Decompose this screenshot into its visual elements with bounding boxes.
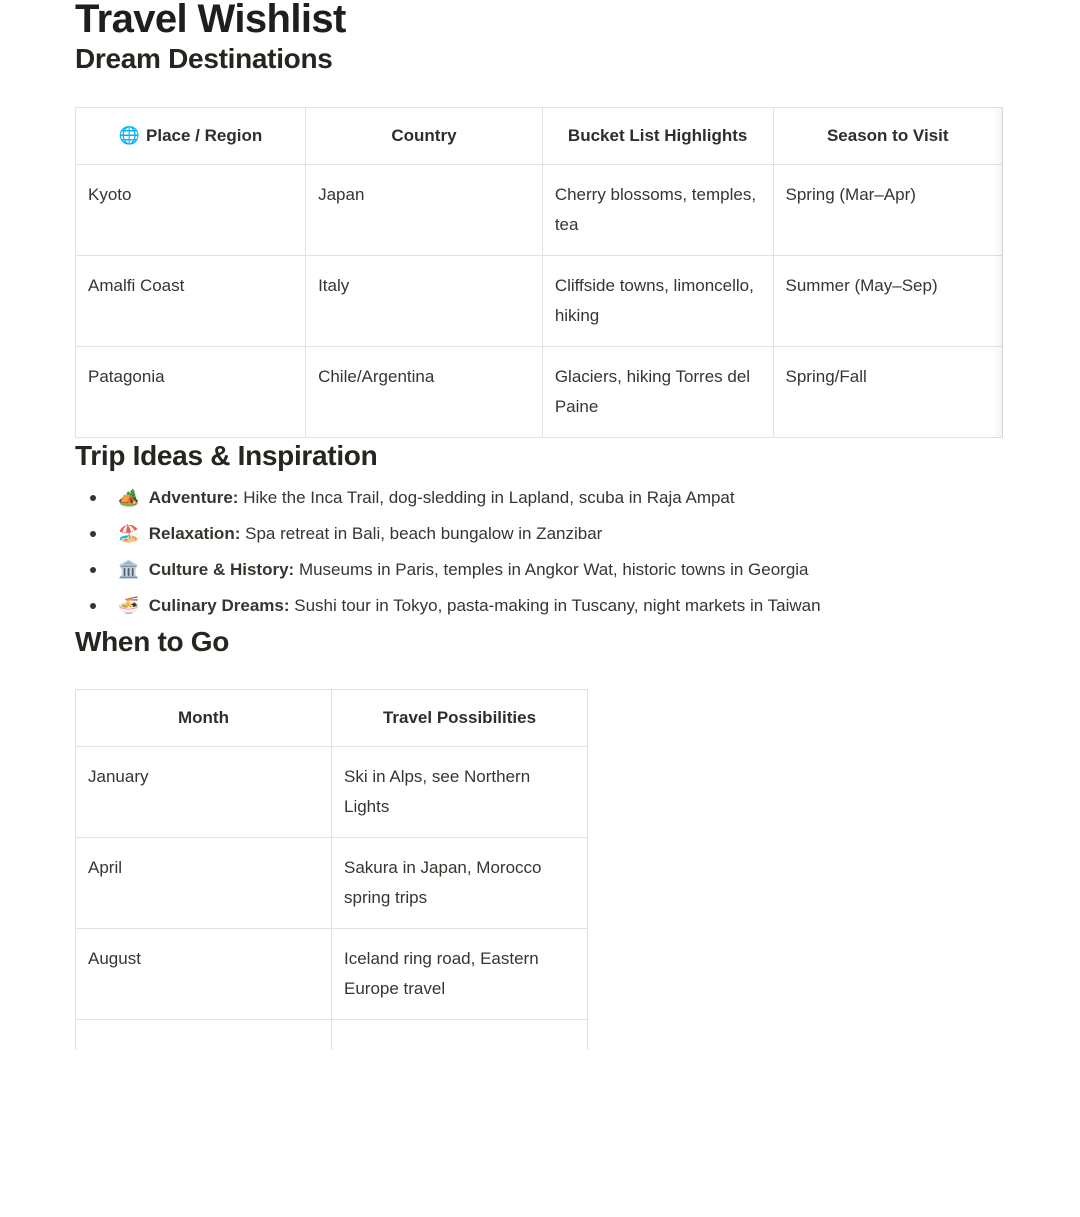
list-item-text: Museums in Paris, temples in Angkor Wat, historic towns in Georgia: [298, 560, 809, 579]
cell-place: Amalfi Coast: [76, 256, 306, 347]
column-header-country: Country: [306, 108, 543, 165]
heading-dream-destinations: Dream Destinations: [75, 43, 333, 74]
table-row-partial: [76, 1020, 588, 1051]
table-row: [76, 747, 588, 838]
cell-season: Spring (Mar–Apr): [773, 165, 1002, 256]
cell-country: Japan: [306, 165, 543, 256]
cell-highlights: Cliffside towns, limoncello, hiking: [542, 256, 773, 347]
list-item-culture-history: [75, 552, 1080, 588]
cell-month: April: [76, 838, 332, 929]
cell-season: Summer (May–Sep): [773, 256, 1002, 347]
cell-country: Italy: [306, 256, 543, 347]
column-header-place-label: Place / Region: [146, 126, 263, 145]
column-header-highlights: Bucket List Highlights: [542, 108, 773, 165]
cell-place: Kyoto: [76, 165, 306, 256]
list-item-text: Sushi tour in Tokyo, pasta-making in Tuscany, night markets in Taiwan: [294, 596, 821, 615]
bullet-icon: [90, 495, 96, 501]
cell-highlights: Cherry blossoms, temples, tea: [542, 165, 773, 256]
when-to-go-table: [75, 689, 588, 1050]
camping-icon: 🏕️: [118, 488, 140, 507]
cell-month: January: [76, 747, 332, 838]
dream-destinations-table: [75, 107, 1003, 438]
list-item-culinary-dreams: [75, 588, 1080, 624]
list-item-label: Culinary Dreams:: [148, 596, 290, 615]
cell-possibilities: Iceland ring road, Eastern Europe travel: [332, 929, 588, 1020]
dream-destinations-table-container: [75, 107, 1003, 438]
table-row: [76, 347, 1003, 438]
cell-month: August: [76, 929, 332, 1020]
cell-month: [76, 1020, 332, 1051]
column-header-season: Season to Visit: [773, 108, 1002, 165]
globe-icon: 🌐: [118, 126, 141, 145]
table-row: [76, 165, 1003, 256]
when-to-go-table-container: [75, 689, 1080, 1050]
bullet-icon: [90, 531, 96, 537]
cell-possibilities: Sakura in Japan, Morocco spring trips: [332, 838, 588, 929]
column-header-place: [76, 108, 306, 165]
list-item-adventure: [75, 480, 1080, 516]
table-row: [76, 929, 588, 1020]
column-header-possibilities: Travel Possibilities: [332, 690, 588, 747]
bullet-icon: [90, 603, 96, 609]
cell-highlights: Glaciers, hiking Torres del Paine: [542, 347, 773, 438]
table-row: [76, 256, 1003, 347]
bullet-icon: [90, 567, 96, 573]
list-item-text: Hike the Inca Trail, dog-sledding in Lapland, scuba in Raja Ampat: [243, 488, 735, 507]
cell-place: Patagonia: [76, 347, 306, 438]
heading-trip-ideas: Trip Ideas & Inspiration: [75, 440, 378, 471]
cell-possibilities: Ski in Alps, see Northern Lights: [332, 747, 588, 838]
cell-country: Chile/Argentina: [306, 347, 543, 438]
table-header-row: [76, 108, 1003, 165]
list-item-label: Adventure:: [148, 488, 239, 507]
classical-building-icon: 🏛️: [118, 560, 140, 579]
page-title: Travel Wishlist: [75, 0, 346, 41]
cell-season: Spring/Fall: [773, 347, 1002, 438]
list-item-relaxation: [75, 516, 1080, 552]
heading-when-to-go: When to Go: [75, 626, 230, 657]
column-header-month: Month: [76, 690, 332, 747]
trip-ideas-list: [75, 480, 1080, 624]
noodle-bowl-icon: 🍜: [118, 596, 140, 615]
list-item-label: Culture & History:: [148, 560, 295, 579]
list-item-text: Spa retreat in Bali, beach bungalow in Zanzibar: [245, 524, 603, 543]
beach-umbrella-icon: 🏖️: [118, 524, 140, 543]
cell-possibilities: [332, 1020, 588, 1051]
table-row: [76, 838, 588, 929]
list-item-label: Relaxation:: [148, 524, 241, 543]
table-header-row: [76, 690, 588, 747]
